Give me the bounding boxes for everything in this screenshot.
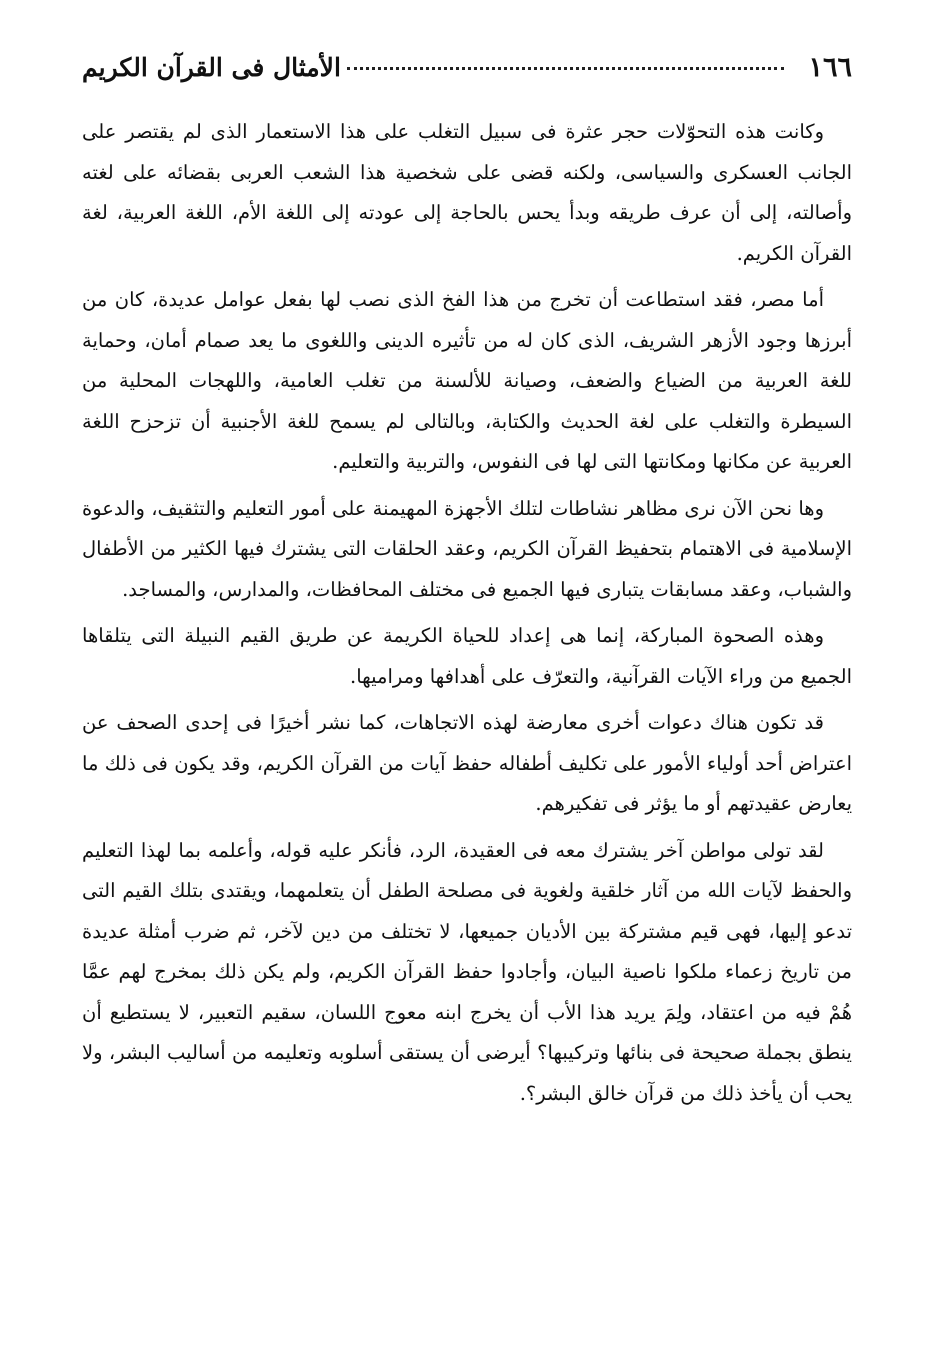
page-header [82, 52, 852, 98]
book-page [82, 52, 852, 1120]
dotted-leader [347, 67, 785, 70]
body-text [82, 112, 852, 1114]
paragraph: وكانت هذه التحوّلات حجر عثرة فى سبيل التغلب على هذا الاستعمار الذى لم يقتصر على الجانب العسكرى والسياسى، ولكنه قضى على شخصية هذا الشعب العربى بقضائه على لغته وأصالته، إلى أن عرف طريقه وبدأ يحس بالحاجة إلى عودته إلى اللغة الأم، اللغة العربية، لغة القرآن الكريم. [82, 120, 852, 265]
paragraph: قد تكون هناك دعوات أخرى معارضة لهذه الاتجاهات، كما نشر أخيرًا فى إحدى الصحف عن اعتراض أحد أولياء الأمور على تكليف أطفاله حفظ آيات من القرآن الكريم، وقد يكون فى ذلك ما يعارض عقيدتهم أو ما يؤثر فى تفكيرهم. [82, 711, 852, 815]
running-title: الأمثال فى القرآن الكريم [82, 53, 341, 82]
paragraph: وهذه الصحوة المباركة، إنما هى إعداد للحياة الكريمة عن طريق القيم النبيلة التى يتلقاها الجميع من وراء الآيات القرآنية، والتعرّف على أهدافها ومراميها. [82, 624, 852, 688]
paragraph: وها نحن الآن نرى مظاهر نشاطات لتلك الأجهزة المهيمنة على أمور التعليم والتثقيف، والدعوة الإسلامية فى الاهتمام بتحفيظ القرآن الكريم، وعقد الحلقات التى يشترك فيها الكثير من الأطفال والشباب، وعقد مسابقات يتبارى فيها الجميع فى مختلف المحافظات، والمدارس، والمساجد. [82, 496, 852, 601]
page-number: ١٦٦ [808, 52, 852, 83]
paragraph: لقد تولى مواطن آخر يشترك معه فى العقيدة، الرد، فأنكر عليه قوله، وأعلمه بما لهذا التعليم والحفظ لآيات الله من آثار خلقية ولغوية فى مصلحة الطفل أن يتعلمهما، ويقتدى بتلك القيم التى تدعو إليها، فهى قيم مشتركة بين الأديان جميعها، لا تختلف من دين لآخر، ثم ضرب أمثلة عديدة من تاريخ زعماء ملكوا ناصية البيان، وأجادوا حفظ القرآن الكريم، ولم يكن ذلك بمخرج لهم عمَّا هُمْ فيه من اعتقاد، ولِمَ يريد هذا الأب أن يخرج ابنه معوج اللسان، سقيم التعبير، لا يستطيع أن ينطق بجملة صحيحة فى بنائها وتركيبها؟ أيرضى أن يستقى أسلوبه وتعليمه من أساليب البشر، ولا يحب أن يأخذ ذلك من قرآن خالق البشر؟. [82, 838, 852, 1105]
paragraph: أما مصر، فقد استطاعت أن تخرج من هذا الفخ الذى نصب لها بفعل عوامل عديدة، كان من أبرزها وجود الأزهر الشريف، الذى كان له من تأثيره الدينى واللغوى ما يعد صمام أمان، وحماية للغة العربية من الضياع والضعف، وصيانة للألسنة من تغلب العامية، واللهجات المحلية من السيطرة والتغلب على لغة الحديث والكتابة، وبالتالى لم يسمح للغة الأجنبية أن تزحزح اللغة العربية عن مكانها ومكانتها التى لها فى النفوس، والتربية والتعليم. [82, 288, 852, 473]
